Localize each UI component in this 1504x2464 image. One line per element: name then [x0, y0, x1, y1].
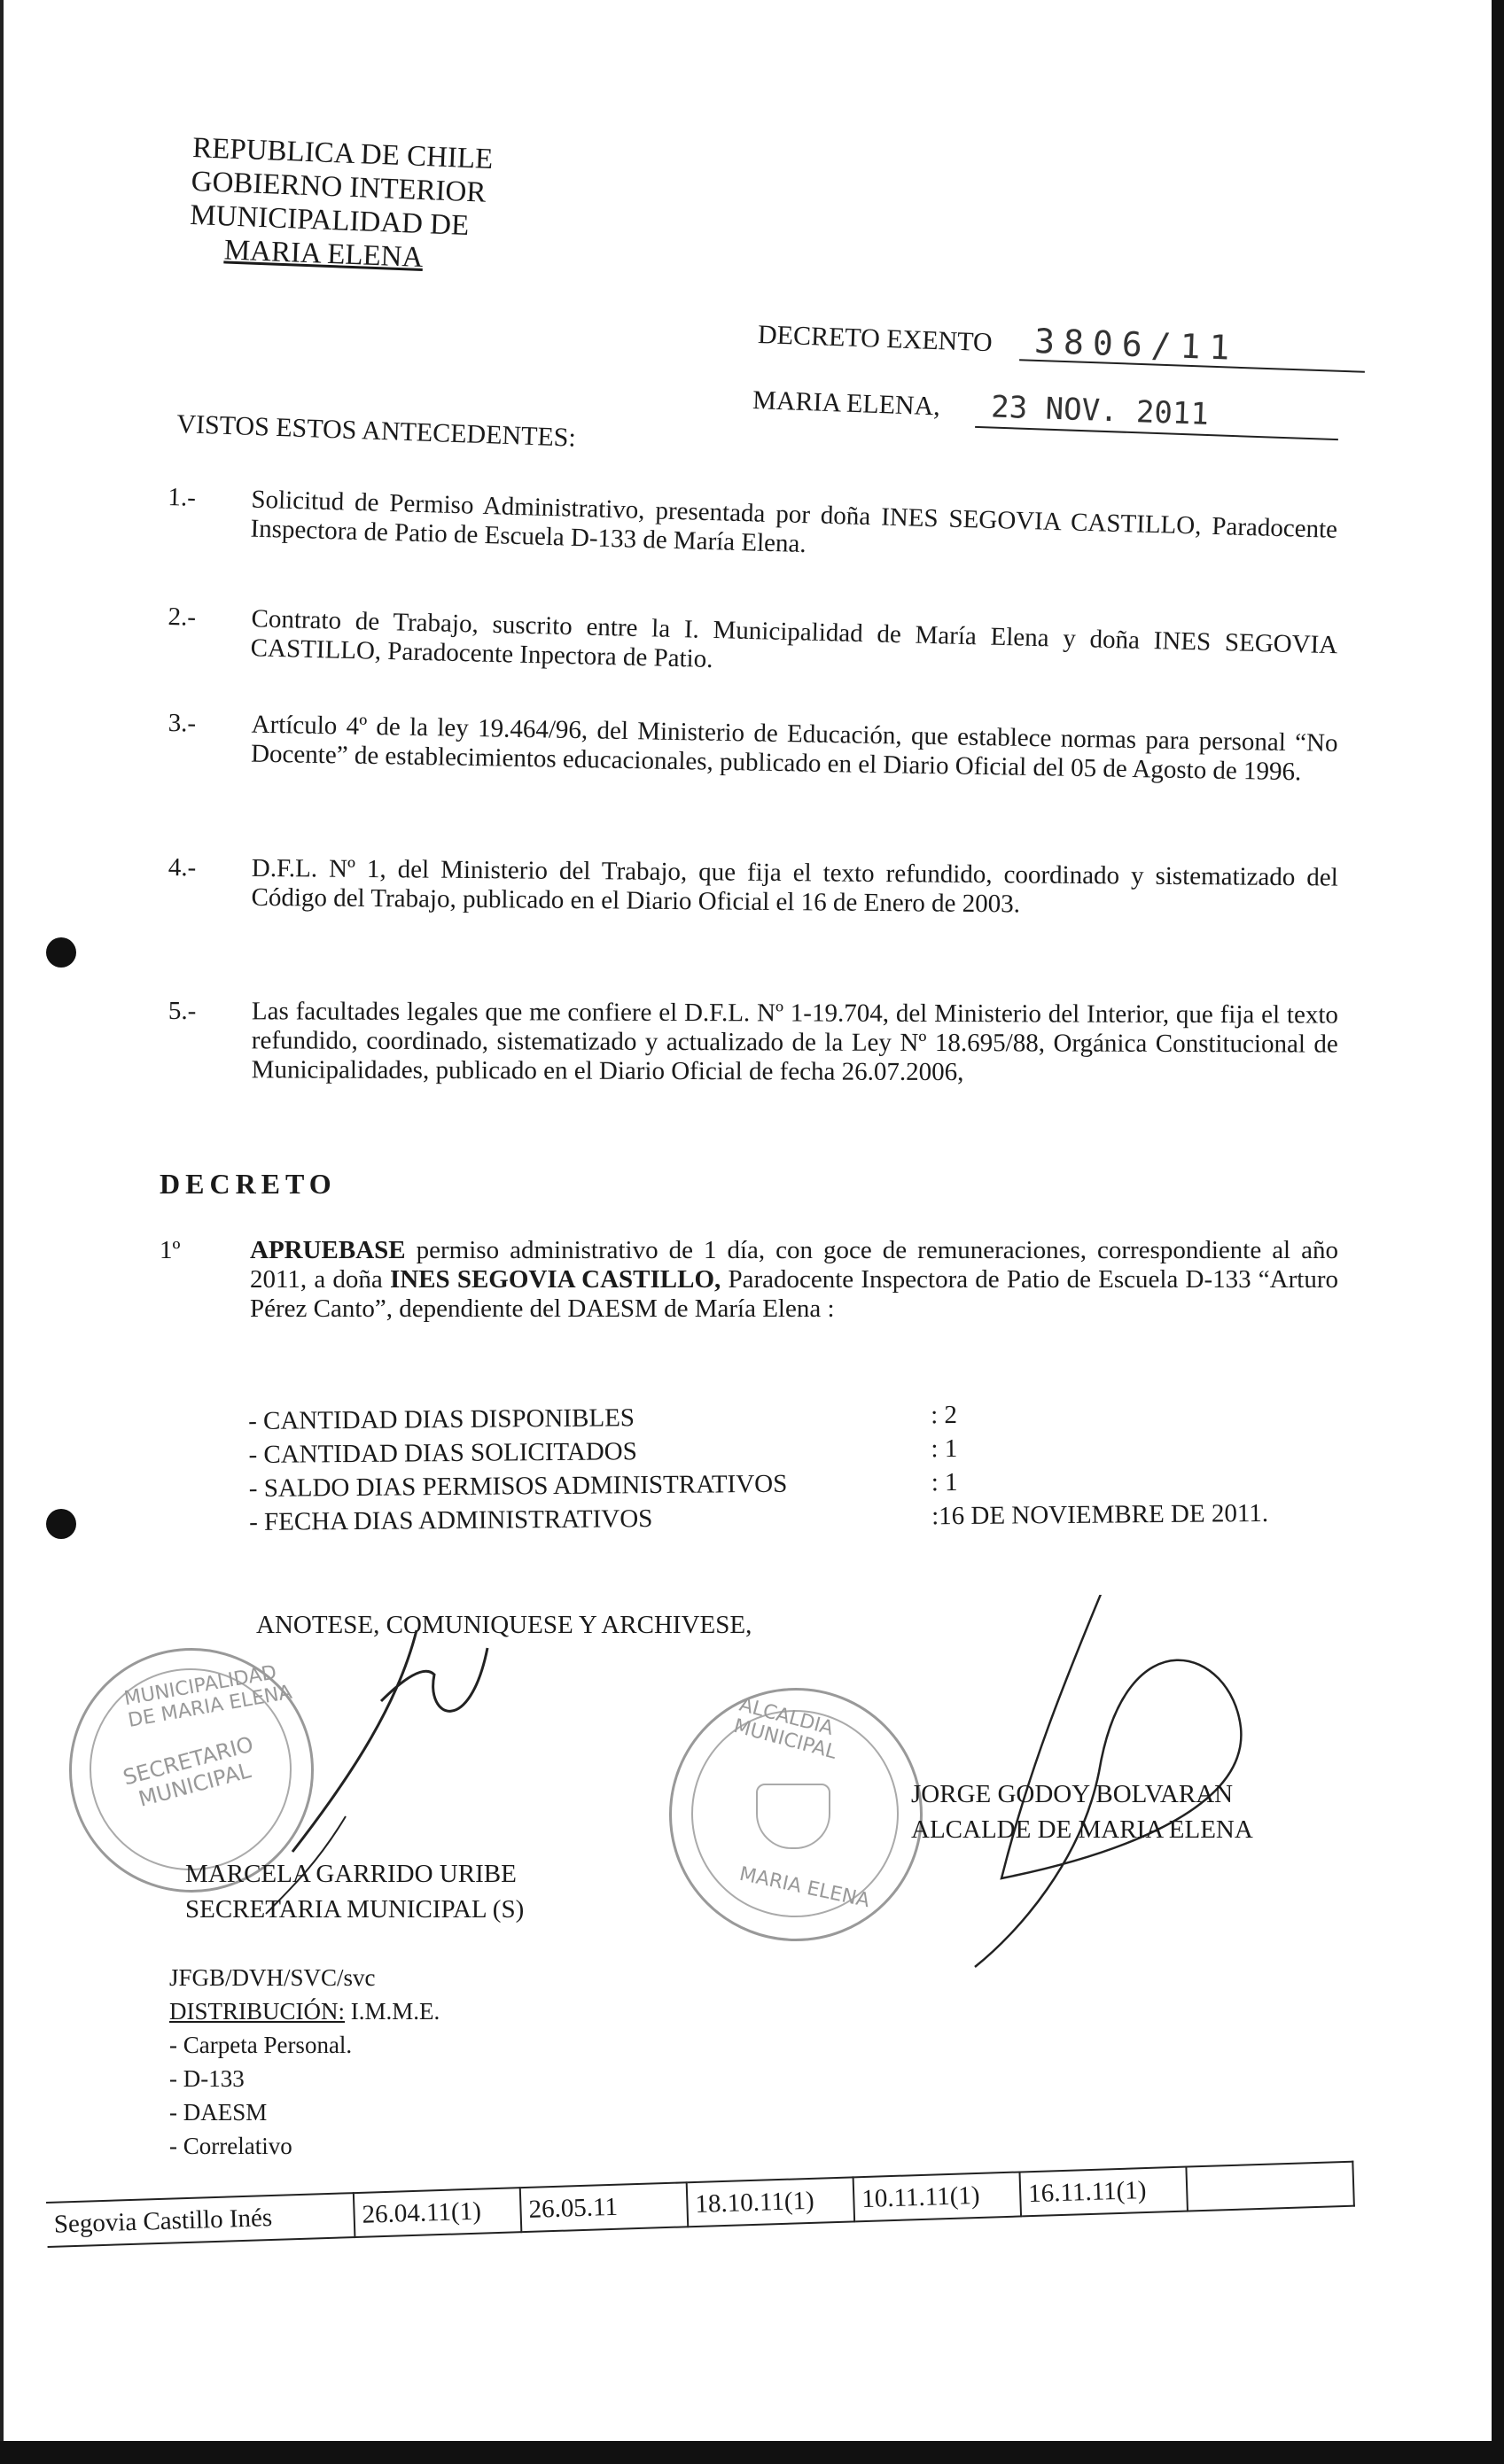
- stamp-text: ALCALDIA MUNICIPAL: [731, 1693, 839, 1764]
- item-text: Solicitud de Permiso Administrativo, presentada por doña INES SEGOVIA CASTILLO, Paradocente Inspectora de Patio de Escuela D-133 de María Elena.: [250, 485, 1338, 559]
- scan-edge-right: [1492, 0, 1504, 2464]
- initials: JFGB/DVH/SVC/svc: [169, 1964, 376, 1991]
- vistos-item: [167, 602, 1337, 689]
- vistos-item: [168, 709, 1338, 788]
- distribution-item: - D-133: [169, 2065, 245, 2092]
- distribution: [169, 1961, 440, 2163]
- table-row: [46, 2162, 1354, 2247]
- detail-label: - CANTIDAD DIAS SOLICITADOS: [248, 1437, 637, 1469]
- signature-secretaria: [292, 1630, 487, 1852]
- article-number: 1º: [160, 1236, 181, 1264]
- leave-record-table: [46, 2161, 1355, 2248]
- article-lead: APRUEBASE: [250, 1236, 406, 1264]
- leave-details: [248, 1395, 1268, 1539]
- detail-label: - SALDO DIAS PERMISOS ADMINISTRATIVOS: [248, 1469, 788, 1503]
- signatory-secretaria: [185, 1856, 524, 1927]
- place-label: MARIA ELENA,: [752, 385, 941, 422]
- decree-date-line: [752, 381, 1210, 432]
- letterhead: [188, 131, 494, 277]
- table-cell-date: 16.11.11(1): [1019, 2167, 1187, 2217]
- article-text-part: Paradocente Inspectora de Patio de Escuela D-133 “Arturo Pérez Canto”, dependiente del DAESM de María Elena :: [250, 1265, 1338, 1323]
- distribution-title: DISTRIBUCIÓN:: [169, 1998, 346, 2025]
- article-text-part: permiso administrativo de 1 día, con goce de remuneraciones, correspondiente al año 2011, a doña: [250, 1236, 1338, 1294]
- table-cell-date: 18.10.11(1): [687, 2177, 854, 2227]
- decree-number-stamp: 3806/11: [1033, 321, 1240, 368]
- detail-label: - CANTIDAD DIAS DISPONIBLES: [248, 1403, 635, 1435]
- decree-number-line: [757, 312, 1239, 368]
- detail-value: :16 DE NOVIEMBRE DE 2011.: [931, 1498, 1269, 1531]
- scan-edge-left: [0, 0, 4, 2464]
- item-text: Las facultades legales que me confiere el D.F.L. Nº 1-19.704, del Ministerio del Interior, que fija el texto refundido, coordinado, sistematizado y actualizado de la Ley Nº 18.695/88, Orgánica Constitucional de Municipalidades, publicado en el Diario Oficial de fecha 26.07.2006,: [251, 997, 1338, 1087]
- vistos-title: VISTOS ESTOS ANTECEDENTES:: [175, 409, 577, 453]
- detail-label: - FECHA DIAS ADMINISTRATIVOS: [249, 1504, 653, 1536]
- item-text: Contrato de Trabajo, suscrito entre la I. Municipalidad de María Elena y doña INES SEGOVIA CASTILLO, Paradocente Inpectora de Patio.: [250, 604, 1338, 674]
- vistos-item: [168, 997, 1338, 1089]
- table-cell-date: 26.04.11(1): [354, 2188, 521, 2237]
- table-cell-date: [1186, 2162, 1353, 2211]
- closing-formula: ANOTESE, COMUNIQUESE Y ARCHIVESE,: [256, 1611, 752, 1639]
- signatory-alcalde: [911, 1776, 1253, 1847]
- signatory-title: SECRETARIA MUNICIPAL (S): [185, 1895, 525, 1924]
- detail-value: : 1: [931, 1434, 958, 1464]
- table-cell-name: Segovia Castillo Inés: [46, 2193, 355, 2247]
- letterhead-line: MARIA ELENA: [223, 234, 424, 275]
- decreto-article: [160, 1236, 1338, 1324]
- decreto-title: DECRETO: [160, 1168, 337, 1200]
- vistos-item: [167, 483, 1337, 574]
- distribution-item: - DAESM: [169, 2099, 268, 2126]
- punch-hole: [46, 1509, 76, 1539]
- item-number: 3.-: [168, 709, 197, 738]
- article-text: [250, 1236, 1338, 1324]
- decree-label: DECRETO EXENTO: [757, 319, 994, 358]
- item-number: 1.-: [168, 483, 197, 512]
- signatory-title: ALCALDE DE MARIA ELENA: [911, 1815, 1253, 1844]
- distribution-item: - Carpeta Personal.: [169, 2032, 353, 2058]
- distribution-target: I.M.M.E.: [345, 1998, 440, 2025]
- letterhead-line: REPUBLICA DE CHILE: [191, 131, 494, 175]
- stamp-text: MARIA ELENA: [737, 1862, 872, 1913]
- vistos-item: [168, 853, 1338, 922]
- stamp-text: SECRETARIO MUNICIPAL: [120, 1731, 256, 1812]
- date-stamp: 23 NOV. 2011: [990, 389, 1210, 432]
- table-cell-date: 10.11.11(1): [853, 2172, 1021, 2221]
- stamp-text: MUNICIPALIDAD DE MARIA ELENA: [122, 1661, 294, 1732]
- letterhead-line: GOBIERNO INTERIOR: [191, 165, 487, 209]
- letterhead-line: MUNICIPALIDAD DE: [189, 198, 470, 243]
- item-number: 4.-: [168, 853, 197, 882]
- employee-name: INES SEGOVIA CASTILLO,: [389, 1265, 721, 1294]
- item-text: D.F.L. Nº 1, del Ministerio del Trabajo, que fija el texto refundido, coordinado y sistematizado del Código del Trabajo, publicado en el Diario Oficial el 16 de Enero de 2003.: [251, 853, 1338, 919]
- item-number: 2.-: [168, 602, 197, 632]
- item-number: 5.-: [168, 997, 197, 1026]
- signatory-name: JORGE GODOY BOLVARAN: [911, 1780, 1234, 1808]
- scan-edge-bottom: [0, 2441, 1504, 2464]
- item-text: Artículo 4º de la ley 19.464/96, del Ministerio de Educación, que establece normas para personal “No Docente” de establecimientos educacionales, publicado en el Diario Oficial del 05 de Agosto de 1996.: [250, 710, 1338, 787]
- table-cell-date: 26.05.11: [520, 2182, 688, 2232]
- distribution-item: - Correlativo: [169, 2133, 292, 2159]
- punch-hole: [46, 937, 76, 968]
- detail-value: : 2: [930, 1401, 958, 1430]
- detail-value: : 1: [931, 1468, 958, 1497]
- signatory-name: MARCELA GARRIDO URIBE: [185, 1860, 517, 1888]
